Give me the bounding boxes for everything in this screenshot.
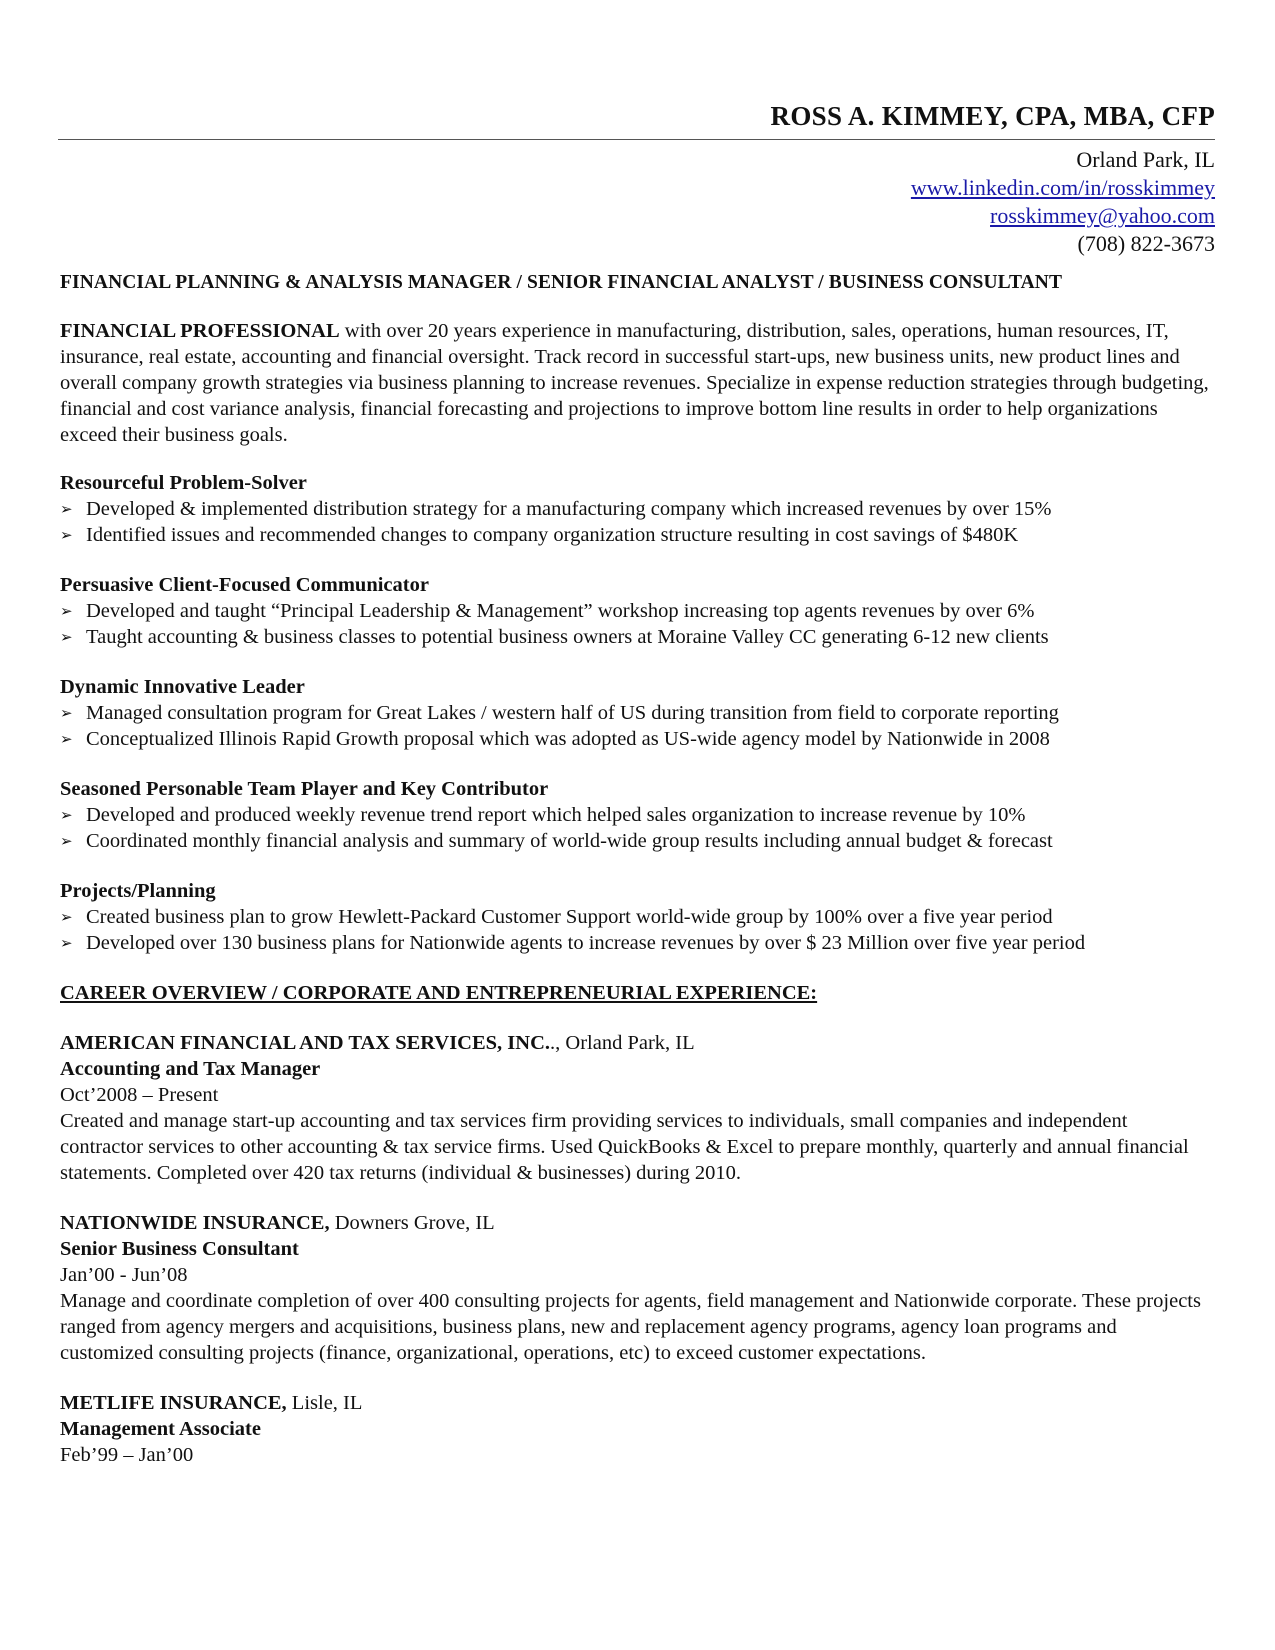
skill-section <box>60 572 1215 650</box>
job-company-line <box>60 1030 1215 1056</box>
bullet-item <box>60 598 1215 624</box>
job-company: METLIFE INSURANCE, <box>60 1392 287 1414</box>
job-location: Lisle, IL <box>286 1392 363 1414</box>
skill-section-title: Persuasive Client-Focused Communicator <box>60 574 429 596</box>
arrow-bullet-icon: ➢ <box>60 602 73 620</box>
bullet-item <box>60 802 1215 828</box>
bullet-item <box>60 904 1215 930</box>
bullet-item <box>60 496 1215 522</box>
job-entry <box>60 1390 1215 1468</box>
bullet-text: Developed and produced weekly revenue trend report which helped sales organization to increase revenue by 10% <box>86 804 1026 826</box>
bullet-list <box>60 496 1215 548</box>
skill-section-title: Resourceful Problem-Solver <box>60 472 307 494</box>
job-company: NATIONWIDE INSURANCE, <box>60 1212 330 1234</box>
bullet-text: Developed over 130 business plans for Nationwide agents to increase revenues by over $ 23 Million over five year period <box>86 932 1086 954</box>
skill-section-title: Projects/Planning <box>60 880 216 902</box>
summary-lead: FINANCIAL PROFESSIONAL <box>60 320 340 342</box>
job-location: Downers Grove, IL <box>329 1212 495 1234</box>
skill-section-title: Seasoned Personable Team Player and Key Contributor <box>60 778 549 800</box>
bullet-list <box>60 598 1215 650</box>
arrow-bullet-icon: ➢ <box>60 526 73 544</box>
bullet-item <box>60 930 1215 956</box>
bullet-text: Taught accounting & business classes to potential business owners at Moraine Valley CC generating 6-12 new clients <box>86 626 1049 648</box>
header-divider <box>58 139 1215 140</box>
job-description: Created and manage start-up accounting and tax services firm providing services to individuals, small companies and independent contractor services to other accounting & tax service firms. Used QuickBooks & Excel to prepare monthly, quarterly and annual financial statements. Completed over 420 tax returns (individual & businesses) during 2010. <box>60 1110 1189 1184</box>
bullet-text: Coordinated monthly financial analysis and summary of world-wide group results including annual budget & forecast <box>86 830 1053 852</box>
arrow-bullet-icon: ➢ <box>60 628 73 646</box>
bullet-text: Conceptualized Illinois Rapid Growth proposal which was adopted as US-wide agency model by Nationwide in 2008 <box>86 728 1050 750</box>
bullet-item <box>60 700 1215 726</box>
job-company-line <box>60 1390 1215 1416</box>
arrow-bullet-icon: ➢ <box>60 730 73 748</box>
email-link[interactable]: rosskimmey@yahoo.com <box>990 203 1215 228</box>
arrow-bullet-icon: ➢ <box>60 934 73 952</box>
arrow-bullet-icon: ➢ <box>60 832 73 850</box>
arrow-bullet-icon: ➢ <box>60 908 73 926</box>
job-description: Manage and coordinate completion of over 400 consulting projects for agents, field management and Nationwide corporate. These projects ranged from agency mergers and acquisitions, business plans, new and replacement agency programs, agency loan programs and customized consulting projects (finance, organizational, operations, etc) to exceed customer expectations. <box>60 1290 1201 1364</box>
bullet-text: Created business plan to grow Hewlett-Packard Customer Support world-wide group by 100% over a five year period <box>86 906 1053 928</box>
arrow-bullet-icon: ➢ <box>60 704 73 722</box>
bullet-item <box>60 522 1215 548</box>
professional-summary <box>60 318 1215 448</box>
skill-section <box>60 470 1215 548</box>
job-location: ., Orland Park, IL <box>550 1032 695 1054</box>
bullet-item <box>60 624 1215 650</box>
skill-section <box>60 776 1215 854</box>
job-dates: Jan’00 - Jun’08 <box>60 1264 188 1286</box>
job-entry <box>60 1210 1215 1366</box>
job-dates: Oct’2008 – Present <box>60 1084 219 1106</box>
summary-text: with over 20 years experience in manufacturing, distribution, sales, operations, human resources, IT, insurance, real estate, accounting and financial oversight. Track record in successful start-ups, new business units, new product lines and overall company growth strategies via business planning to increase revenues. Specialize in expense reduction strategies through budgeting, financial and cost variance analysis, financial forecasting and projections to improve bottom line results in order to help organizations exceed their business goals. <box>60 320 1209 446</box>
contact-block <box>58 146 1215 258</box>
career-overview-title: CAREER OVERVIEW / CORPORATE AND ENTREPRENEURIAL EXPERIENCE: <box>60 982 818 1004</box>
bullet-list <box>60 700 1215 752</box>
job-dates: Feb’99 – Jan’00 <box>60 1444 194 1466</box>
candidate-name: ROSS A. KIMMEY, CPA, MBA, CFP <box>770 101 1215 131</box>
arrow-bullet-icon: ➢ <box>60 806 73 824</box>
bullet-item <box>60 828 1215 854</box>
phone-text: (708) 822-3673 <box>1077 231 1215 256</box>
bullet-text: Developed & implemented distribution strategy for a manufacturing company which increased revenues by over 15% <box>86 498 1052 520</box>
job-role: Accounting and Tax Manager <box>60 1058 321 1080</box>
skill-section <box>60 674 1215 752</box>
skill-section-title: Dynamic Innovative Leader <box>60 676 305 698</box>
job-company: AMERICAN FINANCIAL AND TAX SERVICES, INC. <box>60 1032 551 1054</box>
linkedin-link[interactable]: www.linkedin.com/in/rosskimmey <box>910 175 1215 200</box>
bullet-list <box>60 802 1215 854</box>
job-entry <box>60 1030 1215 1186</box>
job-company-line <box>60 1210 1215 1236</box>
location-text: Orland Park, IL <box>1076 147 1215 172</box>
bullet-item <box>60 726 1215 752</box>
skill-section <box>60 878 1215 956</box>
bullet-list <box>60 904 1215 956</box>
bullet-text: Developed and taught “Principal Leadership & Management” workshop increasing top agents revenues by over 6% <box>86 600 1035 622</box>
resume-header <box>58 95 1215 258</box>
target-title: FINANCIAL PLANNING & ANALYSIS MANAGER / SENIOR FINANCIAL ANALYST / BUSINESS CONSULTANT <box>60 272 1063 293</box>
arrow-bullet-icon: ➢ <box>60 500 73 518</box>
bullet-text: Managed consultation program for Great Lakes / western half of US during transition from field to corporate reporting <box>86 702 1059 724</box>
job-role: Senior Business Consultant <box>60 1238 299 1260</box>
job-role: Management Associate <box>60 1418 261 1440</box>
bullet-text: Identified issues and recommended changes to company organization structure resulting in cost savings of $480K <box>86 524 1019 546</box>
resume-body <box>60 270 1215 1492</box>
